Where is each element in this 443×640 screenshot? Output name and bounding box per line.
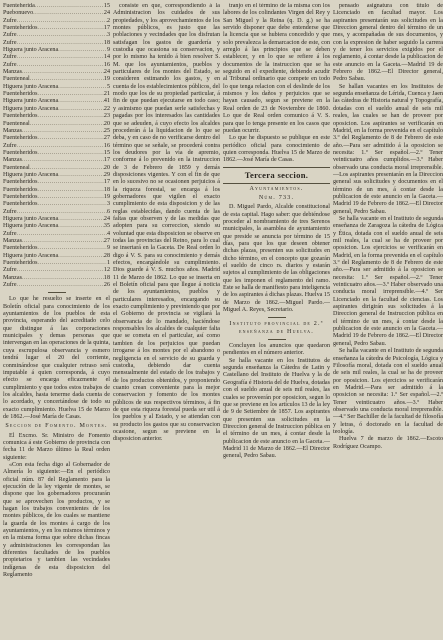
town-number: 4 xyxy=(106,230,110,237)
town-name: Higuera junto Aracena xyxy=(3,47,59,54)
town-name: Zufre xyxy=(3,142,17,149)
town-number: 35 xyxy=(103,223,110,230)
town-number: 9 xyxy=(106,47,110,54)
town-name: Fuenteheridos xyxy=(3,149,38,156)
column-4 xyxy=(333,3,443,640)
leader-dots xyxy=(22,275,104,282)
leader-dots xyxy=(38,25,104,32)
town-number: 3 xyxy=(106,32,110,39)
town-number: 24 xyxy=(103,69,110,76)
leader-dots xyxy=(22,238,104,245)
list-item xyxy=(3,179,110,186)
leader-dots xyxy=(58,216,104,223)
list-item xyxy=(3,165,110,172)
town-number: 15 xyxy=(103,3,110,9)
divider xyxy=(48,292,66,293)
town-name: Fuenteheridos xyxy=(3,135,38,142)
leader-dots xyxy=(38,201,107,208)
leader-dots xyxy=(38,113,104,120)
list-item xyxy=(3,172,110,179)
list-item xyxy=(3,106,110,113)
divider xyxy=(268,339,286,340)
town-name: Higuera junto Aracena xyxy=(3,252,59,259)
town-name: Zufre xyxy=(3,32,17,39)
column-3 xyxy=(223,3,330,640)
leader-dots xyxy=(17,32,107,39)
signature-line: Huelva 7 de marzo de 1862.—Escoto Rodríguez Ocampo. xyxy=(333,436,443,450)
town-name: Fuenteherida xyxy=(3,3,35,9)
town-number: 18 xyxy=(103,39,110,46)
list-item xyxy=(3,128,110,135)
list-item xyxy=(3,260,110,267)
list-item xyxy=(3,10,110,17)
column-1 xyxy=(3,3,110,640)
leader-dots xyxy=(17,231,107,238)
town-number: 15 xyxy=(103,149,110,156)
town-number: 24 xyxy=(103,10,110,17)
town-number: 19 xyxy=(103,76,110,83)
leader-dots xyxy=(17,18,107,25)
leader-dots xyxy=(58,106,104,113)
town-name: Manzas xyxy=(3,127,22,134)
list-item xyxy=(3,32,110,39)
town-name: Fuenteheridos xyxy=(3,193,38,200)
town-number: 27 xyxy=(103,238,110,244)
town-number: 2 xyxy=(106,17,110,24)
town-number: 1 xyxy=(106,260,110,267)
town-name: Zufre xyxy=(3,230,17,237)
town-number: 23 xyxy=(103,113,110,120)
town-number: 41 xyxy=(103,98,110,105)
leader-dots xyxy=(58,98,104,105)
town-name: Fuenteheridos xyxy=(3,25,38,32)
town-number: 19 xyxy=(103,193,110,200)
town-name: Higuera junto Aracena xyxy=(3,215,59,222)
town-number: 17 xyxy=(103,179,110,186)
leader-dots xyxy=(58,172,104,179)
town-number: 12 xyxy=(103,267,110,274)
town-number: 18 xyxy=(103,274,110,281)
town-name: Manzas xyxy=(3,238,22,244)
leader-dots xyxy=(38,194,104,201)
town-name: Higuera junto Aracena xyxy=(3,171,59,178)
town-name: Fuenteheridos xyxy=(3,186,38,193)
list-item xyxy=(3,194,110,201)
leader-dots xyxy=(38,245,107,252)
paragraph: tranjo en el término de la misma con los labores de los colindantes Virgen del Rey y San Miguel y la Reina (q. D. g.) se ha servido disponer que debe entenderse que la licencia que se hubiera concedido y que solo prevalezca la demarcacion de este, con arreglo á las principios que se deben establecer, y en lo que se refiere á los documentos de la instruccion que se ha seguido en el expediente, debiendo acudir al Tribunal ordinario que compete en todo lo que tenga relacion con el deslinde de los mismos y los daños y perjuicios que se hayan causado, segun se previene en la Real orden de 23 de Noviembre de 1860. Lo que de Real orden comunico á V. S. para que lo tenga presente en los casos que puedan ocurrir. xyxy=(223,3,330,134)
leader-dots xyxy=(22,69,104,76)
town-name: Fuenteheridos xyxy=(3,179,38,186)
town-number: 26 xyxy=(103,282,110,289)
list-item xyxy=(3,25,110,32)
section-title-tercera: Tercera seccion. xyxy=(223,167,330,184)
paragraph: consiste en que, correspondiendo á la Administracion los cuidados de sus propiedades, y los aprovechamientos de los montes públicos, es justo que las poblaciones y vecindades que los disfrutan satisfagan los gastos de guardería y custodia que ocasiona su conservacion, y por lo mismo ha tenido á bien resolver S. M. que los ayuntamientos, pueblos y particulares de los montes del Estado, se consideren estimando los gastos, y en cuenta de los establecimientos públicos, del modo que los de su propiedad particular, á fin de que puedan ejecutarse en todo caso; y asimismo que puedan serle satisfechas y pagadas por los interesados las cantidades que se adeuden, á cuyo efecto los alcaldes procederán á la liquidacion de lo que se deba, y en caso de no verificarse dentro del término que se señale, se procederá contra los deudores por la vía de apremio, conforme á lo prevenido en la instruccion de 3 de Febrero de 1859 y demás disposiciones vigentes. Y con el fin de que en lo sucesivo no se ocasionen perjuicios á la riqueza forestal, se encarga á los gobernadores que vigilen el exacto cumplimiento de esta disposicion y de las reglas establecidas, dando cuenta de las faltas que observen y de las medidas que adopten para su correccion, siendo su voluntad que esta disposicion se observe en todas las provincias del Reino, para lo cual se insertará en la Gaceta. De Real orden lo digo á V. S. para su conocimiento y demás efectos, encargándole su cumplimiento. Dios guarde á V. S. muchos años. Madrid 11 de Marzo de 1862. Lo que se inserta en el Boletín oficial para que llegue á noticia de los ayuntamientos, pueblos y particulares interesados, encargando su exacto cumplimiento y previniendo que por el Gobierno de provincia se vigilará la observancia de lo mandado, haciéndose responsables los alcaldes de cualquier falta que se cometa en el particular, así como tambien de los perjuicios que puedan irrogarse á los montes por el abandono o negligencia en el servicio de su guarda y custodia, debiendo dar cuenta mensualmente del estado de los trabajos y de los productos obtenidos, y proponiendo cuanto crean conveniente para la mejor conservacion y fomento de los montes públicos de sus respectivos términos, á fin de que esta riqueza forestal pueda ser util á los pueblos y al Estado, y se atiendan con su producto los gastos que su conservacion ocasione, segun se previene en la disposicion anterior. xyxy=(113,3,220,443)
town-number: 16 xyxy=(103,142,110,149)
paragraph: «Con esta fecha digo al Gobernador de Almería lo siguiente:—En el periódico oficial núm. 87 del Reglamento para la ejecución de la ley vigente de montes, se dispone que los gobernadores procurarán que se aprovechen los productos, y se hagan los trabajos convenientes de los montes públicos, de los cuales se mantiene la guarda de los montes á cargo de los ayuntamientos, y en los mismos términos y en la misma forma que sobre dichas fincas y administraciones les correspondan las diferentes facultades de los pueblos propietarios y tambien las vecindades indígenas de esta disposicion del Reglamento xyxy=(3,461,110,579)
list-item xyxy=(3,113,110,120)
town-number: 18 xyxy=(103,186,110,193)
town-name: Fuenteneal xyxy=(3,76,30,83)
town-name: Higuera junto Aracena xyxy=(3,105,59,112)
town-name: Zufre xyxy=(3,267,17,274)
leader-dots xyxy=(17,267,104,274)
list-item xyxy=(3,253,110,260)
town-number: 5 xyxy=(106,83,110,90)
town-name: Puebonuevo xyxy=(3,10,34,17)
leader-dots xyxy=(38,150,104,157)
town-number: 27 xyxy=(103,135,110,142)
list-item xyxy=(3,91,110,98)
list-item xyxy=(3,209,110,216)
town-name: Fuenteneal xyxy=(3,164,30,171)
town-name: Fuenteheridos xyxy=(3,245,38,252)
list-item xyxy=(3,187,110,194)
town-number: 28 xyxy=(103,252,110,259)
town-number: 14 xyxy=(103,54,110,61)
town-name: Fuenteheridos xyxy=(3,113,38,120)
divider xyxy=(268,317,286,318)
leader-dots xyxy=(38,135,104,142)
paragraph: Concluyen los anuncios que quedaron pendientes en el número anterior. xyxy=(223,343,330,357)
paragraph: El Excmo. Sr. Ministro de Fomento comunica á este Gobierno de provincia con fecha 11 de Marzo último la Real orden siguiente: xyxy=(3,432,110,461)
list-item xyxy=(3,84,110,91)
town-name: Zufre xyxy=(3,39,17,46)
town-name: Higuera junto Aracena xyxy=(3,83,59,90)
town-name: Fuenteheridos xyxy=(3,260,38,267)
list-item xyxy=(3,143,110,150)
list-item xyxy=(3,69,110,76)
town-name: Higuera junto Aracena xyxy=(3,223,59,230)
list-item xyxy=(3,62,110,69)
town-number: 3 xyxy=(106,201,110,208)
leader-dots xyxy=(17,209,107,216)
paragraph: Se halla vacante en los Institutos de segunda enseñanza la Cátedra de Latin y Castellano del Instituto de Huelva y la de Geografía é Historia del de Huelva, dotadas con el sueldo anual de seis mil reales, las cuales se proveerán por oposicion, segun lo que se previene en los artículos 13 de la ley de 9 de Setiembre de 1857. Los aspirantes que presenten sus solicitudes en la Direccion general de Instruccion pública en el término de un mes, á contar desde la publicacion de este anuncio en la Gaceta.—Madrid 11 de Marzo de 1862.—El Director general, Pedro Sabau. xyxy=(223,357,330,460)
list-item xyxy=(3,98,110,105)
town-number: 16 xyxy=(103,61,110,68)
list-item xyxy=(3,47,110,54)
town-name: Zufre xyxy=(3,208,17,215)
leader-dots xyxy=(38,91,104,98)
town-number: 17 xyxy=(103,25,110,32)
town-list xyxy=(3,3,110,289)
paragraph: Lo que he dispuesto se publique en este periódico oficial para conocimiento de quien corresponda. Huelva 15 de Marzo de 1862.—José María de Casas. xyxy=(223,135,330,164)
leader-dots xyxy=(17,40,104,47)
leader-dots xyxy=(30,76,104,83)
town-name: Zufre xyxy=(3,282,17,289)
leader-dots xyxy=(35,3,104,10)
town-number: 17 xyxy=(103,157,110,164)
town-name: Zufre xyxy=(3,61,17,68)
town-name: Fuenteheridos xyxy=(3,91,38,98)
paragraph: Se halla vacante en el Instituto de segunda enseñanza la cátedra de Psicología, Lógica y Filosofía moral, dotada con el sueldo anual de seis mil reales, la cual se ha de proveer por oposicion. Los ejercicios se verificarán en Madrid.—Para ser admitido á la oposicion se necesita: 1.º Ser español.—2.º Tener veinticuatro años.—3.º Haber observado una conducta moral irreprensible.—4.º Ser Bachiller de la facultad de filosofía y letras, ó doctorado en la facultad de teología. xyxy=(333,348,443,435)
leader-dots xyxy=(38,187,104,194)
list-item xyxy=(3,121,110,128)
list-item xyxy=(3,54,110,61)
list-item xyxy=(3,150,110,157)
town-number: 21 xyxy=(103,91,110,98)
list-item xyxy=(3,18,110,25)
section-heading-fomento: Seccion de Fomento. Montes. xyxy=(5,423,108,430)
list-item xyxy=(3,231,110,238)
leader-dots xyxy=(30,165,104,172)
leader-dots xyxy=(58,223,104,230)
leader-dots xyxy=(22,128,104,135)
leader-dots xyxy=(17,282,104,289)
list-item xyxy=(3,216,110,223)
paragraph: Lo que he resuelto se inserte en el Boletín oficial para conocimiento de los ayuntamientos de los pueblos de esta provincia, esperando del acreditado celo que distingue á las corporaciones municipales y demas personas que intervengan en las operaciones de la quinta, cuya escrupulosa observancia y esmero tendrá lugar el 20 del corriente, conminándose que cualquier retraso será imputable á quien corresponda, á cuyo efecto se encarga eficazmente el cumplimiento y que todos estos trabajos de los alcaldes, hasta tenerme dada cuenta de lo acordado, y concertándose de todo su exacto cumplimiento. Huelva 15 de Marzo de 1862.—José María de Casas. xyxy=(3,296,110,420)
town-name: Manzas xyxy=(3,274,22,281)
list-item xyxy=(3,223,110,230)
town-name: Manzas xyxy=(3,69,22,76)
subheading-instituto: Instituto provincial de 2.ª enseñanza de Huelva. xyxy=(229,321,324,335)
leader-dots xyxy=(30,121,104,128)
leader-dots xyxy=(38,179,104,186)
town-name: Manzas xyxy=(3,157,22,164)
paragraph: pensado asignatura con título de Licenciado en facultad mayor. Los aspirantes presentarán sus solicitudes en la Direccion general dentro del término de un mes, y acompañadas de sus documentos, y con la expresion de haber seguido la carrera y de tener los servicios exigidos por el reglamento, á contar desde la publicacion de este anuncio en la Gaceta.—Madrid 19 de Febrero de 1862.—El Director general, Pedro Sabau. xyxy=(333,3,443,83)
notice-number: Núm. 733. xyxy=(258,194,295,201)
town-number: 29 xyxy=(103,171,110,178)
leader-dots xyxy=(17,143,104,150)
town-number: 9 xyxy=(106,245,110,252)
list-item xyxy=(3,267,110,274)
list-item xyxy=(3,275,110,282)
leader-dots xyxy=(58,47,107,54)
list-item xyxy=(3,76,110,83)
town-number: 6 xyxy=(106,208,110,215)
leader-dots xyxy=(58,253,104,260)
column-2 xyxy=(113,3,220,640)
list-item xyxy=(3,40,110,47)
paragraph: Se halla vacante en el Instituto de segunda enseñanza de Zaragoza la cátedra de Lógica y Ética, dotada con el sueldo anual de seis mil reales, la cual se ha de proveer por oposicion. Los ejercicios se verificarán en Madrid, en la forma prevenida en el capítulo 3.º del Reglamento de 8 de Febrero de este año.—Para ser admitido á la oposicion se necesita: 1.º Ser español.—2.º Tener veinticuatro años.—3.º Haber observado una conducta moral irreprensible.—4.º Ser Licenciado en la facultad de ciencias. Los aspirantes dirigirán sus solicitudes á la Direccion general de Instruccion pública en el término de un mes, á contar desde la publicacion de este anuncio en la Gaceta.—Madrid 19 de Febrero de 1862.—El Director general, Pedro Sabau. xyxy=(333,215,443,347)
town-number: 22 xyxy=(103,105,110,112)
leader-dots xyxy=(22,157,104,164)
list-item xyxy=(3,238,110,245)
town-name: Fuenteneal xyxy=(3,120,30,127)
list-item xyxy=(3,245,110,252)
town-number: 25 xyxy=(103,127,110,134)
town-number: 20 xyxy=(103,120,110,127)
list-item xyxy=(3,3,110,10)
town-number: 20 xyxy=(103,164,110,171)
leader-dots xyxy=(17,54,104,61)
paragraph: D. Miguel Pardo, Alcalde constitucional de esta capital. Hago saber: que debiéndose proceder al nombramiento de tres Serenos municipales, la asamblea de ayuntamiento que preside se anuncia por término de 15 días, para que los que deseen obtener dichas plazas, presenten sus solicitudes en dicho término, en el concepto que gozarán el sueldo de cinco rs. diarios y estarán sujetos al cumplimiento de las obligaciones que les imponen el reglamento del ramo. Este se halla de manifiesto para inteligencia de los aspirantes á dichas plazas. Huelva 15 de Marzo de 1862.—Miguel Pardo.—Miguel A. Reyes, Secretario. xyxy=(223,204,330,314)
town-name: Fuenteheridos xyxy=(3,201,38,208)
subheading-ayuntamientos: Ayuntamientos. xyxy=(249,185,304,192)
town-name: Zufre xyxy=(3,17,17,24)
town-name: Zufre xyxy=(3,54,17,61)
list-item xyxy=(3,201,110,208)
list-item xyxy=(3,282,110,289)
paragraph: Se hallan vacantes en los Institutos de segunda enseñanza de Lérida, Cuenca y Jaen las cátedras de Historia natural y Topografía, dotadas con el sueldo anual de seis mil reales, las cuales se han de proveer por oposicion. Los aspirantes se verificarán en Madrid, en la forma prevenida en el capítulo 3.º del Reglamento de 8 de Febrero de este año.—Para ser admitido á la oposicion se necesita: 1.º Ser español.—2.º Tener veinticuatro años cumplidos.—3.º Haber observado una conducta moral irreprensible.—Los aspirantes presentarán en la Direccion general sus solicitudes y documentos en el término de un mes, á contar desde la publicacion de este anuncio en la Gaceta.—Madrid 19 de Febrero de 1862.—El Director general, Pedro Sabau. xyxy=(333,83,443,215)
list-item xyxy=(3,135,110,142)
town-number: 24 xyxy=(103,215,110,222)
leader-dots xyxy=(38,260,107,267)
leader-dots xyxy=(58,84,107,91)
list-item xyxy=(3,157,110,164)
town-name: Higuera junto Aracena xyxy=(3,98,59,105)
leader-dots xyxy=(17,62,104,69)
leader-dots xyxy=(33,10,104,17)
